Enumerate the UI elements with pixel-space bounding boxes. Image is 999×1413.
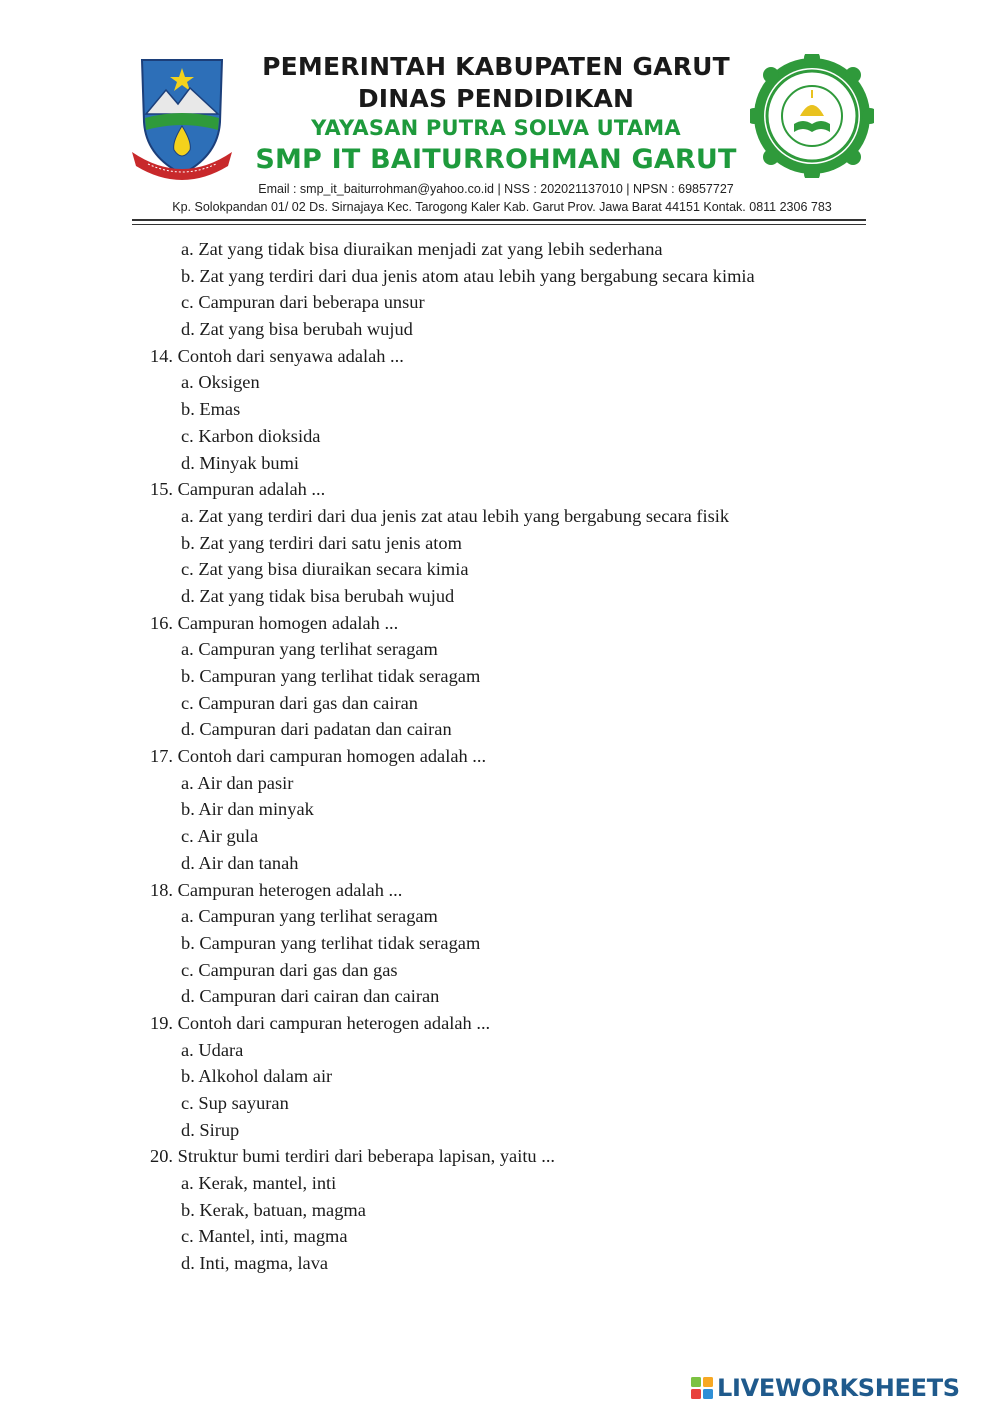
question-text: Contoh dari senyawa adalah ... — [177, 345, 404, 366]
question-stem — [0, 610, 999, 637]
question-number: 16. — [150, 612, 173, 633]
question-text: Campuran heterogen adalah ... — [177, 879, 403, 900]
question-19 — [0, 1010, 999, 1143]
option: d. Zat yang tidak bisa berubah wujud — [181, 585, 455, 606]
liveworksheets-logo-icon — [690, 1376, 714, 1400]
question-stem — [0, 343, 999, 370]
question-stem — [0, 476, 999, 503]
foundation-title: YAYASAN PUTRA SOLVA UTAMA — [311, 116, 681, 140]
option: c. Sup sayuran — [181, 1093, 289, 1113]
garut-regency-emblem-icon — [128, 52, 236, 182]
question-number: 18. — [150, 879, 173, 900]
question-stem — [0, 877, 999, 904]
option: b. Zat yang terdiri dari satu jenis atom — [181, 532, 462, 553]
option: a. Campuran yang terlihat seragam — [181, 906, 438, 927]
school-contact: Email : smp_it_baiturrohman@yahoo.co.id | NSS : 202021137010 | NPSN : 69857727 — [258, 182, 734, 196]
question-16 — [0, 610, 999, 743]
school-title: SMP IT BAITURROHMAN GARUT — [255, 144, 737, 175]
school-address: Kp. Solokpandan 01/ 02 Ds. Sirnajaya Kec. Tarogong Kaler Kab. Garut Prov. Jawa Barat 44151 Kontak. 0811 2306 783 — [172, 200, 832, 214]
question-number: 17. — [150, 746, 173, 767]
option: c. Zat yang bisa diuraikan secara kimia — [181, 559, 469, 580]
question-number: 15. — [150, 479, 173, 500]
question-15 — [0, 476, 999, 609]
question-number: 14. — [150, 345, 173, 366]
option: a. Zat yang tidak bisa diuraikan menjadi zat yang lebih sederhana — [181, 239, 663, 259]
option: c. Mantel, inti, magma — [181, 1226, 348, 1247]
option: d. Air dan tanah — [181, 852, 299, 873]
question-number: 20. — [150, 1146, 173, 1167]
question-text: Struktur bumi terdiri dari beberapa lapisan, yaitu ... — [177, 1146, 556, 1167]
option: c. Air gula — [181, 826, 259, 847]
question-stem — [0, 1010, 999, 1037]
letterhead-divider — [132, 219, 866, 221]
option: b. Alkohol dalam air — [181, 1066, 333, 1087]
option: d. Campuran dari padatan dan cairan — [181, 719, 452, 740]
option: a. Air dan pasir — [181, 772, 294, 793]
option: b. Zat yang terdiri dari dua jenis atom atau lebih yang bergabung secara kimia — [181, 265, 755, 286]
option: d. Minyak bumi — [181, 452, 300, 473]
letterhead — [0, 0, 999, 232]
option: a. Campuran yang terlihat seragam — [181, 639, 438, 660]
option: d. Campuran dari cairan dan cairan — [181, 986, 440, 1007]
question-text: Campuran homogen adalah ... — [177, 612, 399, 633]
question-text: Campuran adalah ... — [177, 479, 326, 500]
continued-options — [0, 236, 999, 343]
question-text: Contoh dari campuran homogen adalah ... — [177, 746, 487, 767]
option: b. Emas — [181, 399, 241, 420]
question-stem — [0, 1143, 999, 1170]
option: b. Kerak, batuan, magma — [181, 1199, 366, 1220]
option: c. Karbon dioksida — [181, 425, 321, 446]
letterhead-divider-thin — [132, 224, 866, 225]
question-18 — [0, 877, 999, 1010]
option: d. Zat yang bisa berubah wujud — [181, 319, 413, 340]
option: d. Inti, magma, lava — [181, 1253, 329, 1274]
option: a. Udara — [181, 1039, 244, 1060]
question-text: Contoh dari campuran heterogen adalah ... — [177, 1012, 491, 1033]
option: c. Campuran dari gas dan gas — [181, 959, 398, 980]
option: a. Kerak, mantel, inti — [181, 1173, 337, 1194]
option: b. Air dan minyak — [181, 799, 314, 820]
department-title: DINAS PENDIDIKAN — [357, 84, 635, 113]
option: c. Campuran dari gas dan cairan — [181, 692, 418, 713]
question-20 — [0, 1143, 999, 1276]
option: b. Campuran yang terlihat tidak seragam — [181, 932, 481, 953]
option: a. Oksigen — [181, 372, 260, 393]
option: b. Campuran yang terlihat tidak seragam — [181, 666, 481, 686]
liveworksheets-watermark — [690, 1373, 960, 1403]
question-list — [0, 236, 999, 1277]
government-title: PEMERINTAH KABUPATEN GARUT — [262, 52, 730, 81]
option: a. Zat yang terdiri dari dua jenis zat atau lebih yang bergabung secara fisik — [181, 505, 730, 526]
option: d. Sirup — [181, 1119, 240, 1140]
question-number: 19. — [150, 1012, 173, 1033]
watermark-text: LIVEWORKSHEETS — [717, 1374, 960, 1402]
question-17 — [0, 743, 999, 876]
question-stem — [0, 743, 999, 770]
question-14 — [0, 343, 999, 476]
smp-it-baiturrohman-seal-icon — [750, 54, 874, 178]
option: c. Campuran dari beberapa unsur — [181, 292, 425, 313]
